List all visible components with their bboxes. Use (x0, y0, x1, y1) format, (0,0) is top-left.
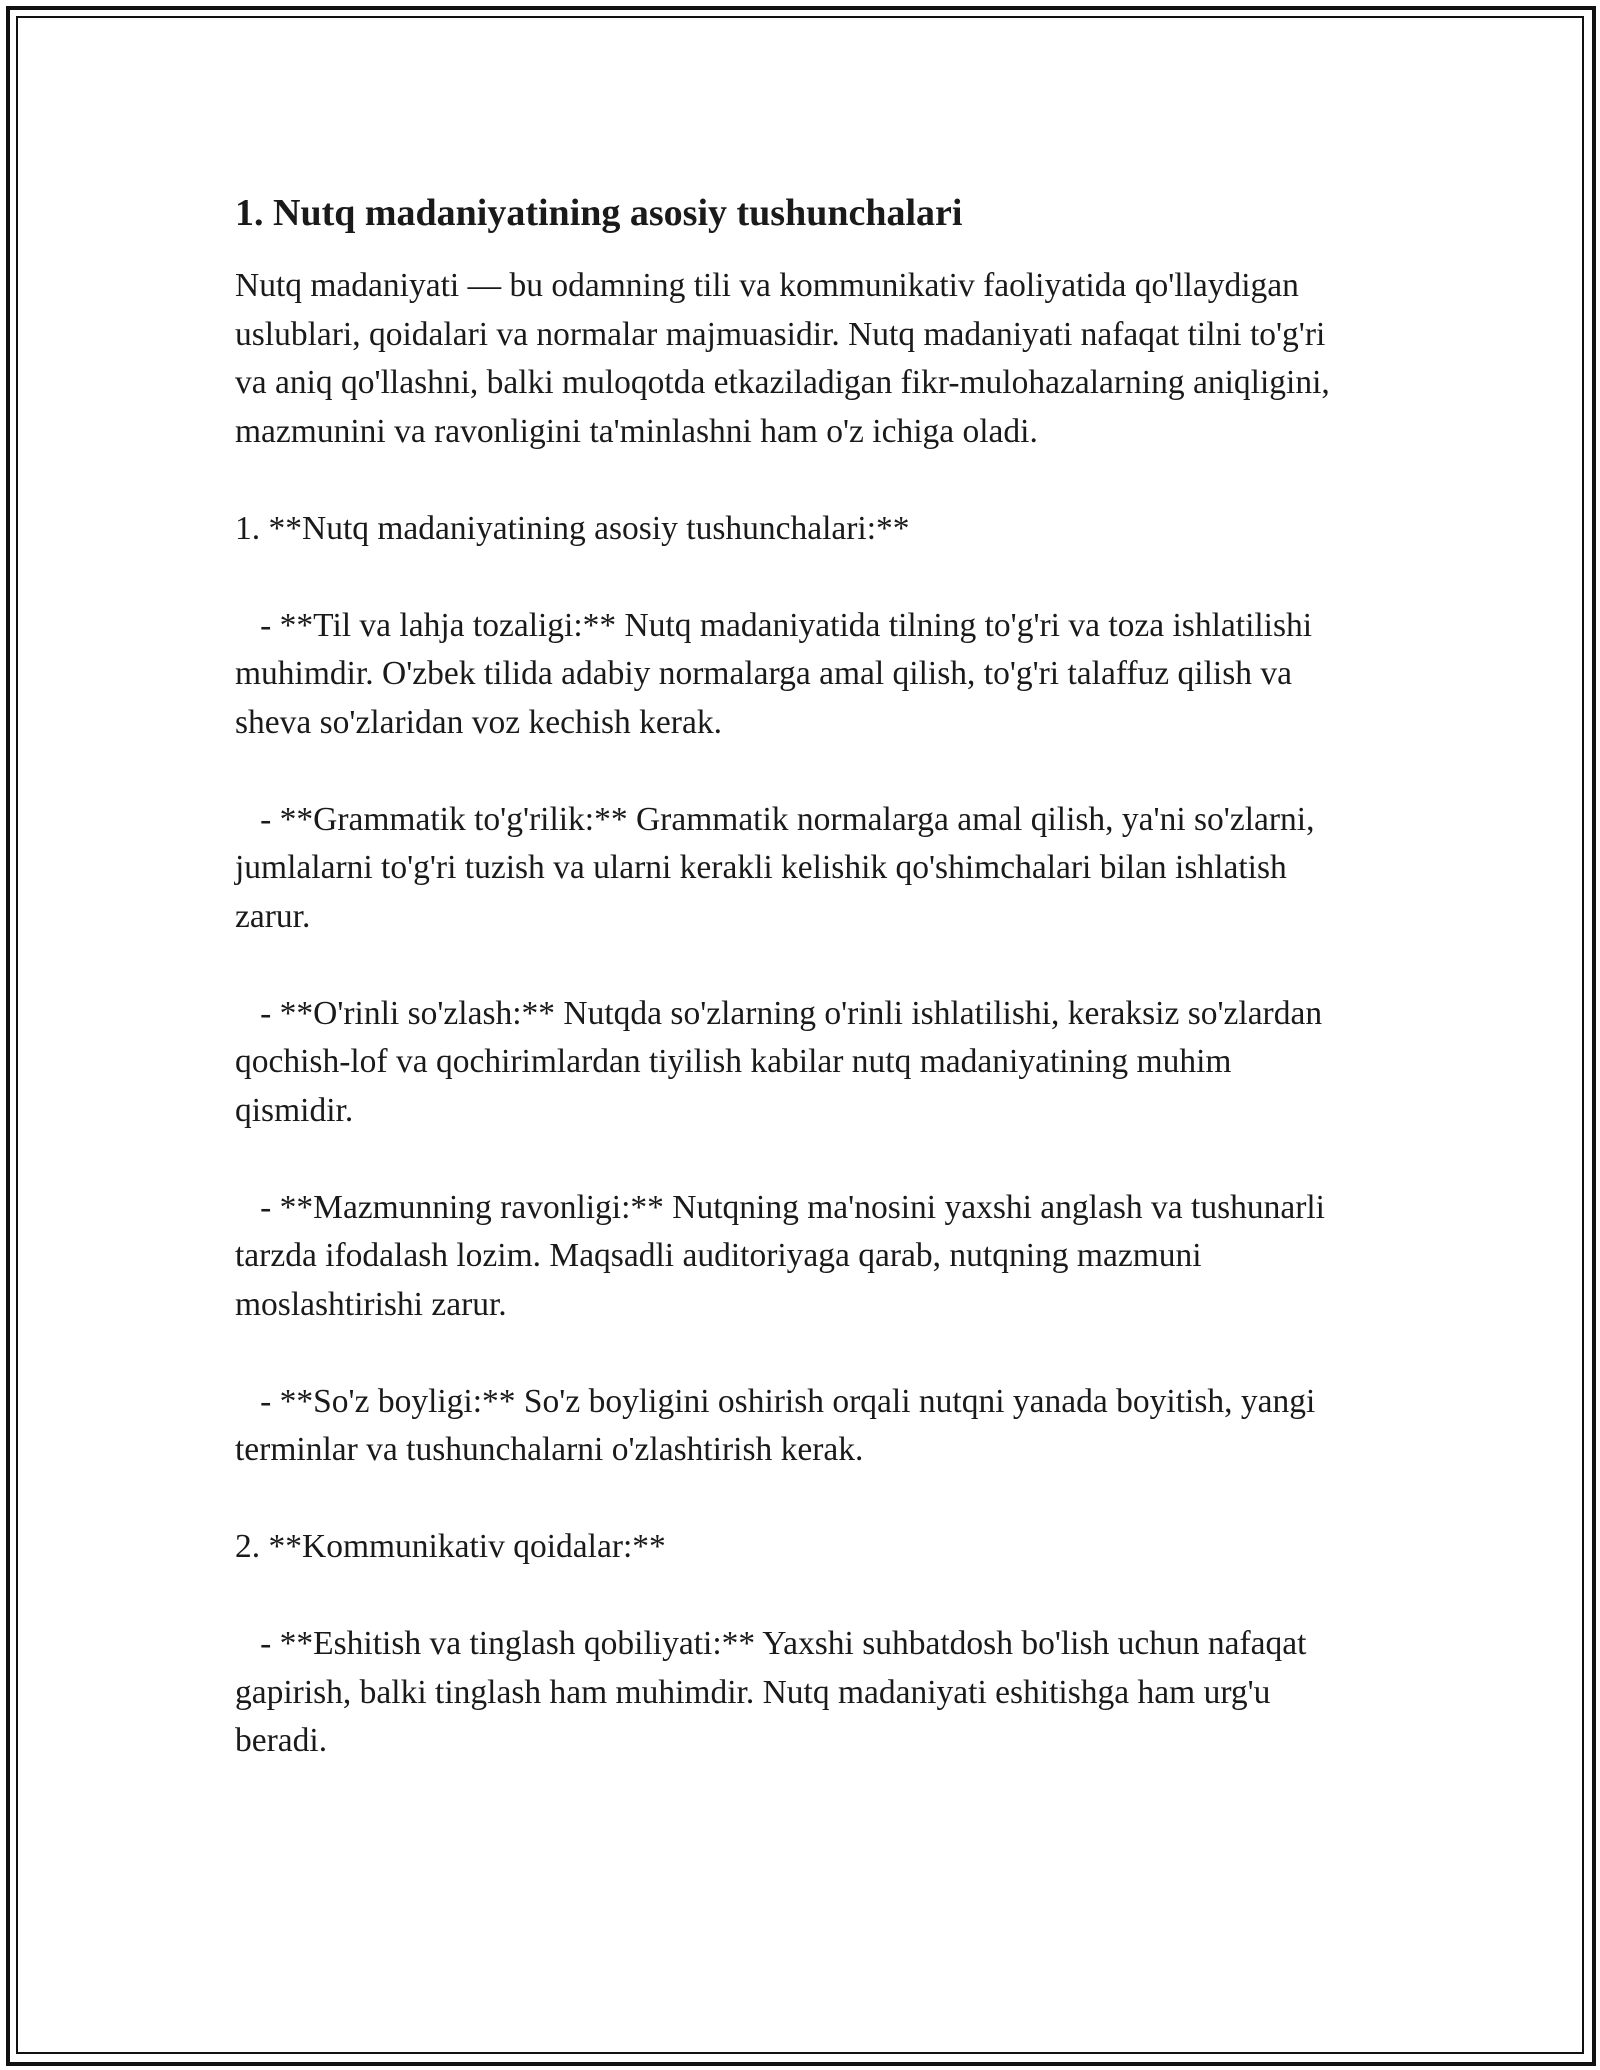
paragraph-spacer (235, 1329, 1355, 1378)
list-item-mazmun-ravonligi: - **Mazmunning ravonligi:** Nutqning ma'nosini yaxshi anglash va tushunarli tarzda ifodalash lozim. Maqsadli auditoriyaga qarab, nutqning mazmuni moslashtirishi zarur. (235, 1188, 1334, 1323)
list-item-soz-boyligi: - **So'z boyligi:** So'z boyligini oshirish orqali nutqni yanada boyitish, yangi terminlar va tushunchalarni o'zlashtirish kerak. (235, 1382, 1324, 1468)
section-heading-concepts: 1. **Nutq madaniyatining asosiy tushunchalari:** (235, 509, 910, 547)
intro-paragraph: Nutq madaniyati — bu odamning tili va kommunikativ faoliyatida qo'llaydigan uslublari, qoidalari va normalar majmuasidir. Nutq madaniyati nafaqat tilni to'g'ri va aniq qo'llashni, balki muloqotda etkaziladigan fikr-mulohazalarning aniqligini, mazmunini va ravonligini ta'minlashni ham o'z ichiga oladi. (235, 267, 1339, 450)
paragraph-spacer (235, 747, 1355, 796)
paragraph-spacer (235, 941, 1355, 990)
paragraph-spacer (235, 1135, 1355, 1184)
section-heading-communicative: 2. **Kommunikativ qoidalar:** (235, 1528, 666, 1565)
document-body (235, 186, 1355, 1766)
list-item-til-va-lahja: - **Til va lahja tozaligi:** Nutq madaniyatida tilning to'g'ri va toza ishlatilishi muhimdir. O'zbek tilida adabiy normalarga amal qilish, to'g'ri talaffuz qilish va sheva so'zlaridan voz kechish kerak. (235, 606, 1321, 741)
list-item-eshitish: - **Eshitish va tinglash qobiliyati:** Yaxshi suhbatdosh bo'lish uchun nafaqat gapirish, balki tinglash ham muhimdir. Nutq madaniyati eshitishga ham urg'u beradi. (235, 1625, 1315, 1759)
paragraph-spacer (235, 456, 1355, 505)
document-title: 1. Nutq madaniyatining asosiy tushunchalari (235, 192, 963, 234)
paragraph-spacer (235, 1572, 1355, 1621)
list-item-orinli-sozlash: - **O'rinli so'zlash:** Nutqda so'zlarning o'rinli ishlatilishi, keraksiz so'zlardan qochish-lof va qochirimlardan tiyilish kabilar nutq madaniyatining muhim qismidir. (235, 994, 1331, 1129)
paragraph-spacer (235, 1475, 1355, 1524)
list-item-grammatik: - **Grammatik to'g'rilik:** Grammatik normalarga amal qilish, ya'ni so'zlarni, jumlalarni to'g'ri tuzish va ularni kerakli kelishik qo'shimchalari bilan ishlatish zarur. (235, 800, 1323, 935)
paragraph-spacer (235, 553, 1355, 602)
